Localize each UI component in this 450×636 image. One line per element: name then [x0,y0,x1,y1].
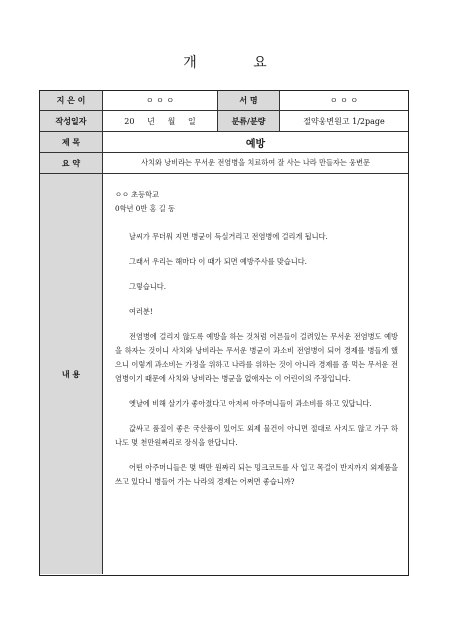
category-value: 절약웅변원고 1/2page [279,111,408,131]
school-name: ㅇㅇ 초등학교 [115,190,159,199]
author-row [40,91,408,111]
paragraph: 그렇습니다. [129,282,167,291]
subject-row [40,132,408,153]
body-content [102,174,408,574]
author-label: 지 은 이 [40,91,102,110]
paragraph: 값싸고 품질이 좋은 국산품이 있어도 외제 물건이 아니면 절대로 사지도 않고 가구 하나도 몇 천만원짜리로 장식을 한답니다. [115,424,398,447]
subject-value: 예방 [102,132,408,152]
paragraph: 여러분! [129,307,153,316]
subject-label: 제 목 [40,132,102,152]
category-label: 분류/분량 [217,111,279,131]
paragraph: 날씨가 무더워 지면 병균이 득실거리고 전염병에 걸리게 됩니다. [129,232,328,241]
author-value: ㅇ ㅇ ㅇ [102,91,217,110]
paragraph: 어떤 아주머니들은 몇 백만 원짜리 되는 밍크코트를 사 입고 목걸이 반지까지 외제품을 쓰고 있다니 병들어 가는 나라의 경제는 어쩌면 좋습니까? [115,463,398,486]
page-title: 개 요 [183,55,293,71]
summary-row [40,153,408,174]
paragraph: 옛날에 비해 살기가 좋아졌다고 아저씨 아주머니들이 과소비를 하고 있답니다. [129,399,372,408]
overview-form [39,90,409,576]
paragraph: 그래서 우리는 해마다 이 때가 되면 예방주사를 맞습니다. [129,257,307,266]
summary-value: 사치와 낭비라는 무서운 전염병을 치료하여 잘 사는 나라 만들자는 웅변문 [102,153,408,173]
body-label: 내 용 [40,174,102,574]
writer-label: 서 명 [217,91,279,110]
paragraph: 전염병에 걸리지 않도록 예방을 하는 것처럼 어른들이 걸려있는 무서운 전염병도 예방을 하자는 것이니 사치와 낭비라는 무서운 병균이 과소비 전염병이 되어 경제를 병들게 했으니 이렇게 과소비는 가정을 위하고 나라를 위하는 것이 아니라 경제를 좀 먹는 무서운 전염병이기 때문에 사치와 낭비라는 병균을 없애자는 이 어린이의 주장입니다. [115,332,398,383]
date-label: 작성일자 [40,111,102,131]
summary-label: 요 약 [40,153,102,173]
date-value: 20 년 월 일 [102,111,217,131]
body-row [40,174,408,574]
student-class: 0학년 0반 홍 길 동 [115,204,175,213]
writer-value: ㅇ ㅇ ㅇ [279,91,408,110]
date-row [40,111,408,132]
